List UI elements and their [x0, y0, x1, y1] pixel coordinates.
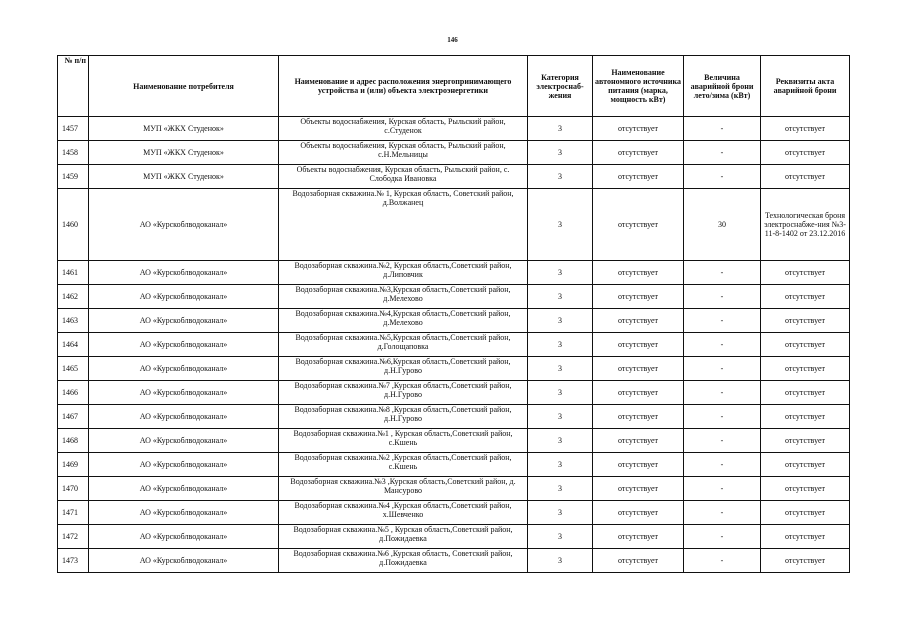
cell-source: отсутствует — [593, 189, 684, 261]
cell-object: Водозаборная скважина.№5,Курская область,Советский район, д.Голощаповка — [279, 333, 528, 357]
table-row — [58, 453, 850, 477]
cell-consumer: АО «Курскоблводоканал» — [89, 189, 279, 261]
header-consumer: Наименование потребителя — [89, 56, 279, 117]
cell-object: Водозаборная скважина.№2 ,Курская область,Советский район, с.Кшень — [279, 453, 528, 477]
cell-category: 3 — [528, 285, 593, 309]
registry-table — [57, 55, 850, 573]
cell-category: 3 — [528, 477, 593, 501]
cell-source: отсутствует — [593, 549, 684, 573]
cell-capacity: - — [684, 141, 761, 165]
cell-consumer: АО «Курскоблводоканал» — [89, 429, 279, 453]
cell-requisites: отсутствует — [761, 501, 850, 525]
cell-source: отсутствует — [593, 381, 684, 405]
cell-consumer: МУП «ЖКХ Студенок» — [89, 141, 279, 165]
header-category: Категория электроснаб-жения — [528, 56, 593, 117]
table-row — [58, 357, 850, 381]
cell-capacity: - — [684, 525, 761, 549]
table-row — [58, 477, 850, 501]
cell-category: 3 — [528, 165, 593, 189]
cell-requisites: отсутствует — [761, 141, 850, 165]
cell-source: отсутствует — [593, 165, 684, 189]
cell-category: 3 — [528, 405, 593, 429]
cell-num: 1471 — [58, 501, 89, 525]
cell-source: отсутствует — [593, 429, 684, 453]
cell-num: 1463 — [58, 309, 89, 333]
cell-source: отсутствует — [593, 285, 684, 309]
cell-consumer: АО «Курскоблводоканал» — [89, 381, 279, 405]
cell-capacity: - — [684, 453, 761, 477]
cell-object: Водозаборная скважина.№4,Курская область,Советский район, д.Мелехово — [279, 309, 528, 333]
table-row — [58, 405, 850, 429]
cell-object: Водозаборная скважина.№ 1, Курская область, Советский район, д.Волжанец — [279, 189, 528, 261]
header-source: Наименование автономного источника питания (марка, мощность кВт) — [593, 56, 684, 117]
header-object: Наименование и адрес расположения энергопринимающего устройства и (или) объекта электроэнергетики — [279, 56, 528, 117]
cell-object: Водозаборная скважина.№3,Курская область,Советский район, д.Мелехово — [279, 285, 528, 309]
cell-consumer: АО «Курскоблводоканал» — [89, 501, 279, 525]
cell-requisites: отсутствует — [761, 165, 850, 189]
header-row — [58, 56, 850, 117]
table-row — [58, 309, 850, 333]
cell-category: 3 — [528, 261, 593, 285]
cell-capacity: - — [684, 165, 761, 189]
table-row — [58, 549, 850, 573]
cell-requisites: отсутствует — [761, 525, 850, 549]
cell-num: 1465 — [58, 357, 89, 381]
cell-category: 3 — [528, 357, 593, 381]
cell-object: Водозаборная скважина.№1 , Курская область,Советский район, с.Кшень — [279, 429, 528, 453]
page-number: 146 — [447, 36, 458, 44]
cell-object: Водозаборная скважина.№3 ,Курская область,Советский район, д. Мансурово — [279, 477, 528, 501]
table-row — [58, 141, 850, 165]
cell-object: Водозаборная скважина.№8 ,Курская область,Советский район, д.Н.Гурово — [279, 405, 528, 429]
cell-source: отсутствует — [593, 333, 684, 357]
cell-object: Водозаборная скважина.№6 ,Курская область, Советский район, д.Пожидаевка — [279, 549, 528, 573]
cell-consumer: АО «Курскоблводоканал» — [89, 453, 279, 477]
cell-consumer: АО «Курскоблводоканал» — [89, 309, 279, 333]
cell-category: 3 — [528, 117, 593, 141]
cell-object: Объекты водоснабжения, Курская область, Рыльский район, с.Студенок — [279, 117, 528, 141]
cell-consumer: АО «Курскоблводоканал» — [89, 285, 279, 309]
cell-consumer: МУП «ЖКХ Студенок» — [89, 165, 279, 189]
cell-num: 1468 — [58, 429, 89, 453]
cell-object: Водозаборная скважина.№6,Курская область,Советский район, д.Н.Гурово — [279, 357, 528, 381]
cell-category: 3 — [528, 309, 593, 333]
header-requisites: Реквизиты акта аварийной брони — [761, 56, 850, 117]
cell-requisites: отсутствует — [761, 285, 850, 309]
cell-capacity: - — [684, 405, 761, 429]
cell-consumer: АО «Курскоблводоканал» — [89, 405, 279, 429]
cell-source: отсутствует — [593, 261, 684, 285]
cell-object: Водозаборная скважина.№4 ,Курская область,Советский район, х.Шевченко — [279, 501, 528, 525]
table-row — [58, 261, 850, 285]
cell-num: 1461 — [58, 261, 89, 285]
cell-source: отсутствует — [593, 477, 684, 501]
table-row — [58, 333, 850, 357]
cell-source: отсутствует — [593, 405, 684, 429]
cell-consumer: АО «Курскоблводоканал» — [89, 549, 279, 573]
cell-capacity: - — [684, 429, 761, 453]
table-row — [58, 429, 850, 453]
cell-num: 1466 — [58, 381, 89, 405]
cell-capacity: - — [684, 261, 761, 285]
table-row — [58, 285, 850, 309]
cell-source: отсутствует — [593, 117, 684, 141]
cell-num: 1473 — [58, 549, 89, 573]
cell-capacity: - — [684, 501, 761, 525]
cell-num: 1462 — [58, 285, 89, 309]
table-body — [58, 117, 850, 573]
cell-requisites: отсутствует — [761, 261, 850, 285]
cell-capacity: - — [684, 309, 761, 333]
cell-object: Водозаборная скважина.№5 , Курская область,Советский район, д.Пожидаевка — [279, 525, 528, 549]
cell-requisites: отсутствует — [761, 309, 850, 333]
cell-consumer: АО «Курскоблводоканал» — [89, 333, 279, 357]
cell-num: 1458 — [58, 141, 89, 165]
table-row — [58, 117, 850, 141]
cell-requisites: отсутствует — [761, 477, 850, 501]
cell-category: 3 — [528, 429, 593, 453]
cell-source: отсутствует — [593, 357, 684, 381]
cell-object: Водозаборная скважина.№2, Курская область,Советский район, д.Липовчик — [279, 261, 528, 285]
cell-num: 1469 — [58, 453, 89, 477]
cell-capacity: - — [684, 381, 761, 405]
cell-capacity: - — [684, 333, 761, 357]
cell-num: 1472 — [58, 525, 89, 549]
cell-num: 1457 — [58, 117, 89, 141]
cell-consumer: АО «Курскоблводоканал» — [89, 477, 279, 501]
cell-requisites: отсутствует — [761, 357, 850, 381]
cell-capacity: - — [684, 357, 761, 381]
header-capacity: Величина аварийной брони лето/зима (кВт) — [684, 56, 761, 117]
cell-source: отсутствует — [593, 501, 684, 525]
cell-consumer: АО «Курскоблводоканал» — [89, 357, 279, 381]
table-row — [58, 165, 850, 189]
cell-requisites: Технологическая броня электроснабже-ния №3-11-8-1402 от 23.12.2016 — [761, 189, 850, 261]
cell-capacity: - — [684, 549, 761, 573]
cell-requisites: отсутствует — [761, 405, 850, 429]
cell-capacity: - — [684, 285, 761, 309]
table-row — [58, 381, 850, 405]
cell-requisites: отсутствует — [761, 333, 850, 357]
cell-num: 1464 — [58, 333, 89, 357]
cell-requisites: отсутствует — [761, 381, 850, 405]
cell-source: отсутствует — [593, 453, 684, 477]
cell-object: Водозаборная скважина.№7 ,Курская область,Советский район, д.Н.Гурово — [279, 381, 528, 405]
cell-capacity: - — [684, 117, 761, 141]
cell-source: отсутствует — [593, 309, 684, 333]
cell-consumer: АО «Курскоблводоканал» — [89, 525, 279, 549]
cell-consumer: МУП «ЖКХ Студенок» — [89, 117, 279, 141]
cell-requisites: отсутствует — [761, 549, 850, 573]
cell-category: 3 — [528, 501, 593, 525]
cell-num: 1467 — [58, 405, 89, 429]
cell-requisites: отсутствует — [761, 453, 850, 477]
cell-category: 3 — [528, 381, 593, 405]
cell-consumer: АО «Курскоблводоканал» — [89, 261, 279, 285]
cell-source: отсутствует — [593, 141, 684, 165]
cell-requisites: отсутствует — [761, 429, 850, 453]
cell-category: 3 — [528, 189, 593, 261]
cell-capacity: 30 — [684, 189, 761, 261]
table-row — [58, 525, 850, 549]
cell-category: 3 — [528, 333, 593, 357]
cell-category: 3 — [528, 525, 593, 549]
header-num: № п/п — [58, 56, 89, 117]
cell-object: Объекты водоснабжения, Курская область, Рыльский район, с.Н.Мельницы — [279, 141, 528, 165]
cell-category: 3 — [528, 453, 593, 477]
cell-num: 1459 — [58, 165, 89, 189]
cell-capacity: - — [684, 477, 761, 501]
cell-source: отсутствует — [593, 525, 684, 549]
cell-object: Объекты водоснабжения, Курская область, Рыльский район, с. Слободка Ивановка — [279, 165, 528, 189]
cell-requisites: отсутствует — [761, 117, 850, 141]
cell-num: 1460 — [58, 189, 89, 261]
table-row — [58, 189, 850, 261]
cell-num: 1470 — [58, 477, 89, 501]
cell-category: 3 — [528, 549, 593, 573]
cell-category: 3 — [528, 141, 593, 165]
table-row — [58, 501, 850, 525]
